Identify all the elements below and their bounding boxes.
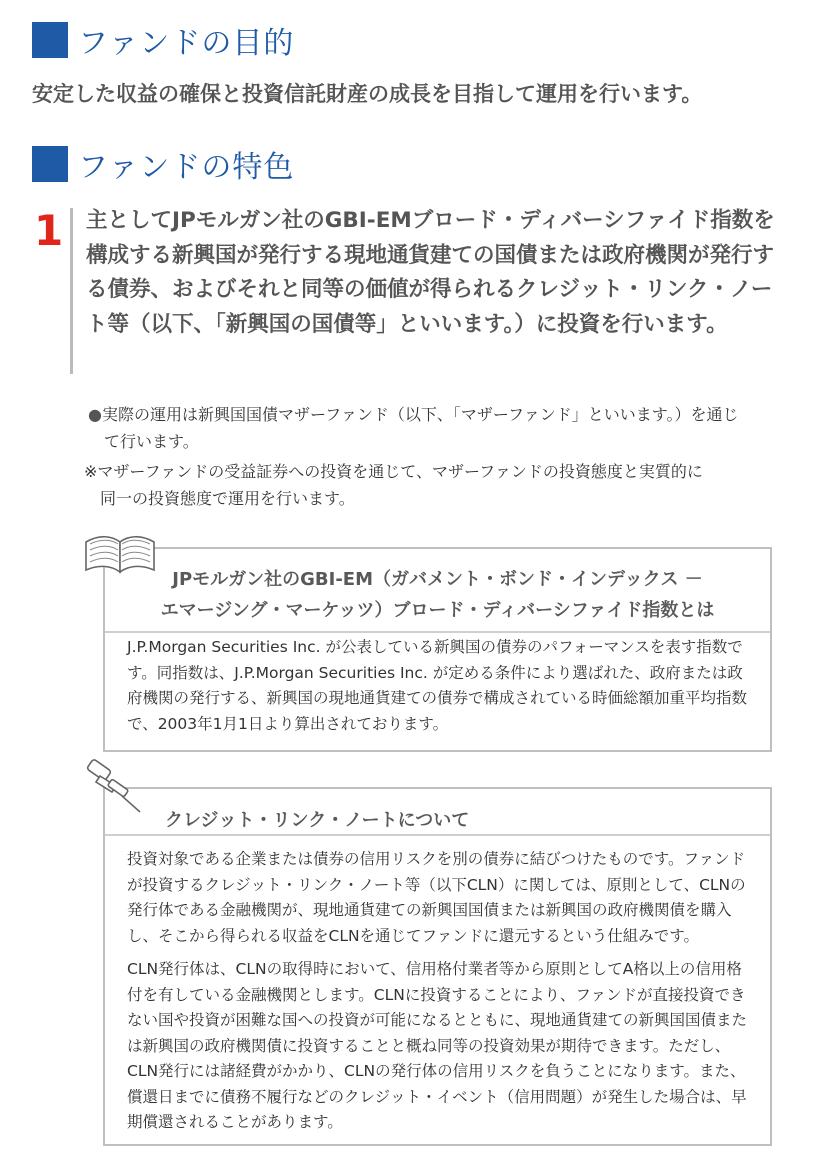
- bullet-note-line: て行います。: [104, 432, 199, 451]
- feature-text: 主としてJPモルガン社のGBI-EMブロード・ディバーシファイド指数を構成する新興国が発行する現地通貨建ての国債または政府機関が発行する債券、およびそれと同等の価値が得られるクレジット・リンク・ノート等（以下、「新興国の国債等」といいます。）に投資を行います。: [86, 208, 775, 337]
- purpose-heading-text: ファンドの目的: [78, 26, 295, 61]
- heading-square-icon: [32, 146, 68, 182]
- index-box-body: J.P.Morgan Securities Inc. が公表している新興国の債券のパフォーマンスを表す指数です。同指数は、J.P.Morgan Securities Inc. が定める条件により選ばれた、政府または政府機関の発行する、新興国の現地通貨建ての債券で構成されている時価総額加重平均指数で、2003年1月1日より算出されております。: [127, 638, 748, 733]
- reference-note-line: 同一の投資態度で運用を行います。: [100, 489, 355, 508]
- purpose-text: 安定した収益の確保と投資信託財産の成長を目指して運用を行います。: [32, 82, 703, 106]
- cln-info-box: [103, 787, 772, 1146]
- open-book-icon: [82, 528, 158, 576]
- cln-box-body: CLN発行体は、CLNの取得時において、信用格付業者等から原則としてA格以上の信用格付を有している金融機関とします。CLNに投資することにより、ファンドが直接投資できない国や投資が困難な国への投資が可能になるとともに、現地通貨建ての新興国国債または新興国の政府機関債に投資することと概ね同等の投資効果が期待できます。ただし、CLN発行には諸経費がかかり、CLNの発行体の信用リスクを負うことになります。また、償還日までに債務不履行などのクレジット・イベント（信用問題）が発生した場合は、早期償還されることがあります。: [127, 960, 748, 1131]
- feature-divider: [70, 208, 73, 374]
- bullet-note-line: 実際の運用は新興国国債マザーファンド（以下、「マザーファンド」といいます。）を通じ: [101, 405, 739, 424]
- reference-note: [84, 458, 778, 512]
- features-heading-text: ファンドの特色: [78, 150, 295, 185]
- box-divider: [105, 631, 770, 633]
- cln-box-title: クレジット・リンク・ノートについて: [165, 810, 470, 831]
- heading-square-icon: [32, 22, 68, 58]
- purpose-heading: [32, 18, 294, 62]
- cln-box-body: 投資対象である企業または債券の信用リスクを別の債券に結びつけたものです。ファンドが投資するクレジット・リンク・ノート等（以下CLN）に関しては、原則として、CLNの発行体である金融機関が、現地通貨建ての新興国国債または新興国の政府機関債を購入し、そこから得られる収益をCLNを通じてファンドに還元するという仕組みです。: [127, 850, 746, 945]
- bullet-note: [88, 401, 778, 455]
- reference-note-line: ※マザーファンドの受益証券への投資を通じて、マザーファンドの投資態度と実質的に: [84, 462, 703, 481]
- index-info-box: [103, 547, 772, 752]
- feature-number: 1: [34, 206, 64, 255]
- index-box-title-line: JPモルガン社のGBI-EM（ガバメント・ボンド・インデックス －: [172, 569, 703, 590]
- index-box-title: [125, 564, 750, 626]
- index-box-title-line: エマージング・マーケッツ）ブロード・ディバーシファイド指数とは: [160, 600, 715, 621]
- pushpin-icon: [78, 758, 148, 818]
- bullet-icon: ●: [88, 405, 102, 424]
- features-heading: [32, 142, 294, 186]
- box-divider: [105, 834, 770, 836]
